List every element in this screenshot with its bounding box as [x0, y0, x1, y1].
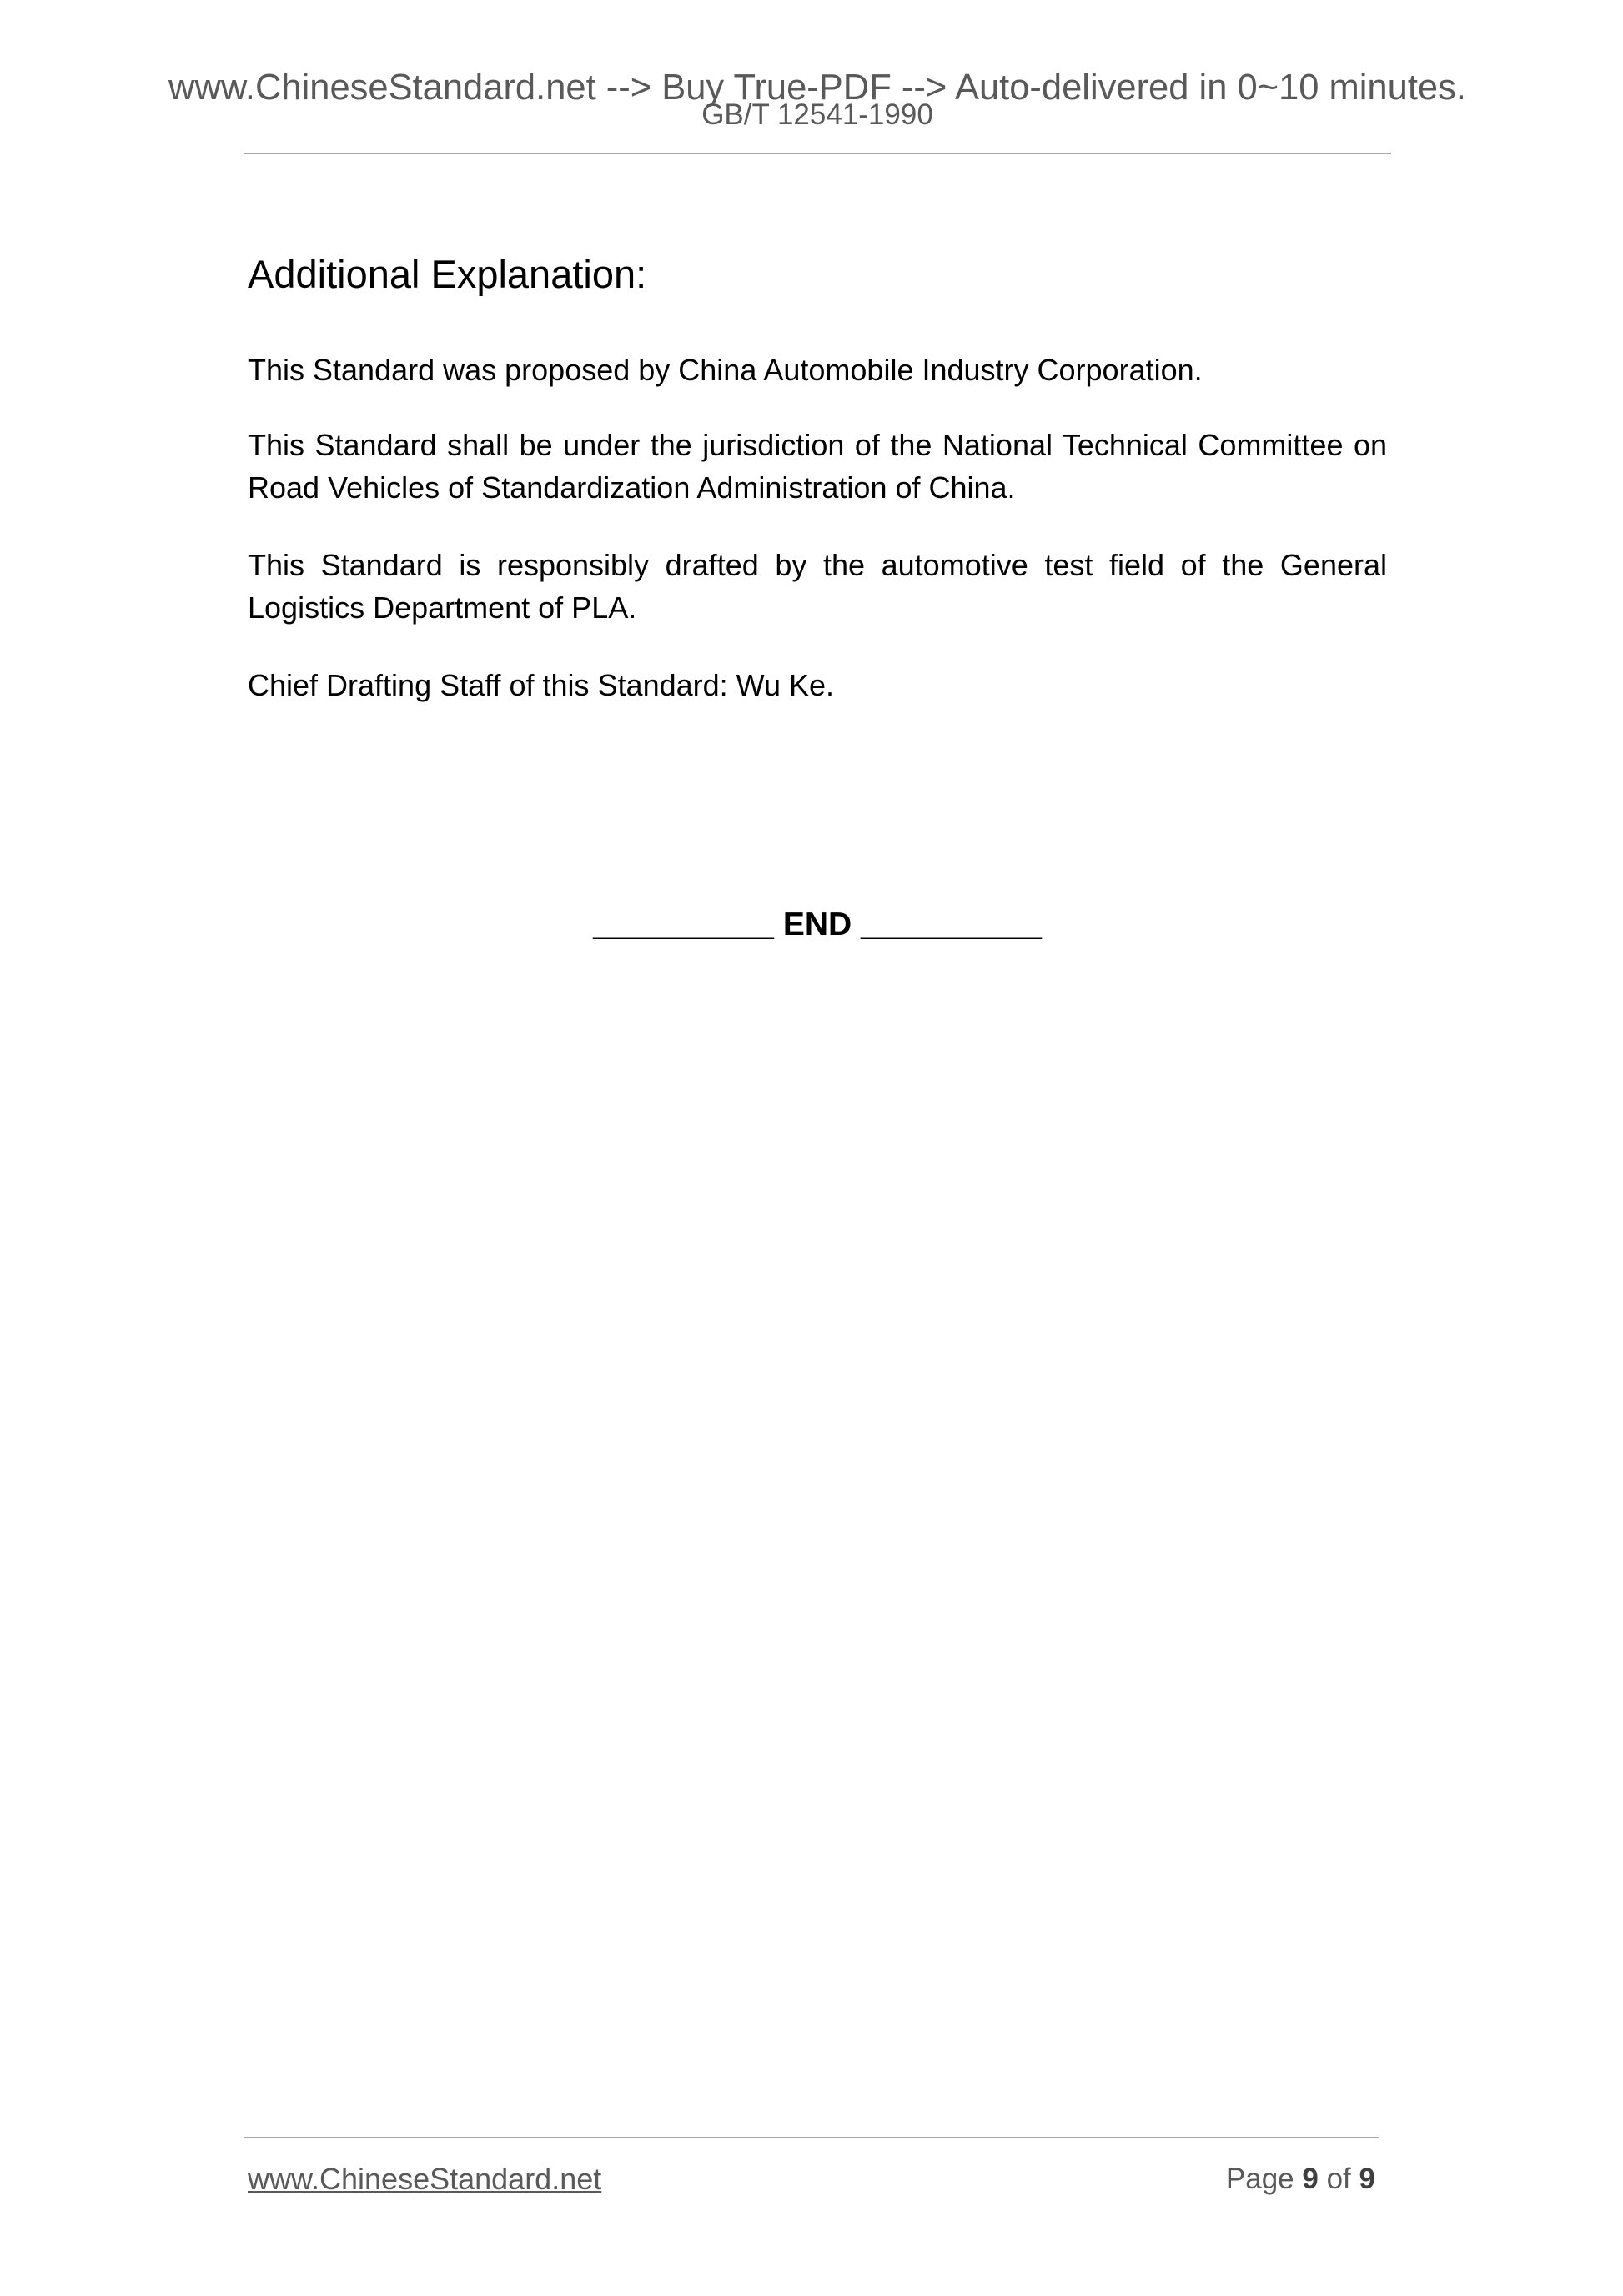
page-of-label: of [1326, 2163, 1351, 2195]
section-title: Additional Explanation: [248, 252, 647, 296]
end-marker: __________ END __________ [593, 907, 1042, 942]
header-rule [244, 153, 1391, 154]
paragraph-proposed-by: This Standard was proposed by China Automobile Industry Corporation. [248, 353, 1203, 387]
paragraph-jurisdiction: This Standard shall be under the jurisdiction of the National Technical Committee on Road Vehicles of Standardization Administration of China. [248, 428, 1387, 505]
standard-code: GB/T 12541-1990 [701, 98, 933, 131]
header-banner: www.ChineseStandard.net --> Buy True-PDF --> Auto-delivered in 0~10 minutes. [168, 68, 1466, 108]
footer-rule [244, 2137, 1379, 2138]
page-number [1226, 2162, 1375, 2197]
paragraph-drafted-by: This Standard is responsibly drafted by the automotive test field of the General Logistics Department of PLA. [248, 548, 1387, 625]
footer-site-link[interactable]: www.ChineseStandard.net [248, 2162, 602, 2196]
paragraph-chief-drafting-staff: Chief Drafting Staff of this Standard: Wu Ke. [248, 668, 835, 702]
page-current: 9 [1302, 2163, 1319, 2195]
page-total: 9 [1359, 2163, 1375, 2195]
page-label: Page [1225, 2163, 1294, 2195]
